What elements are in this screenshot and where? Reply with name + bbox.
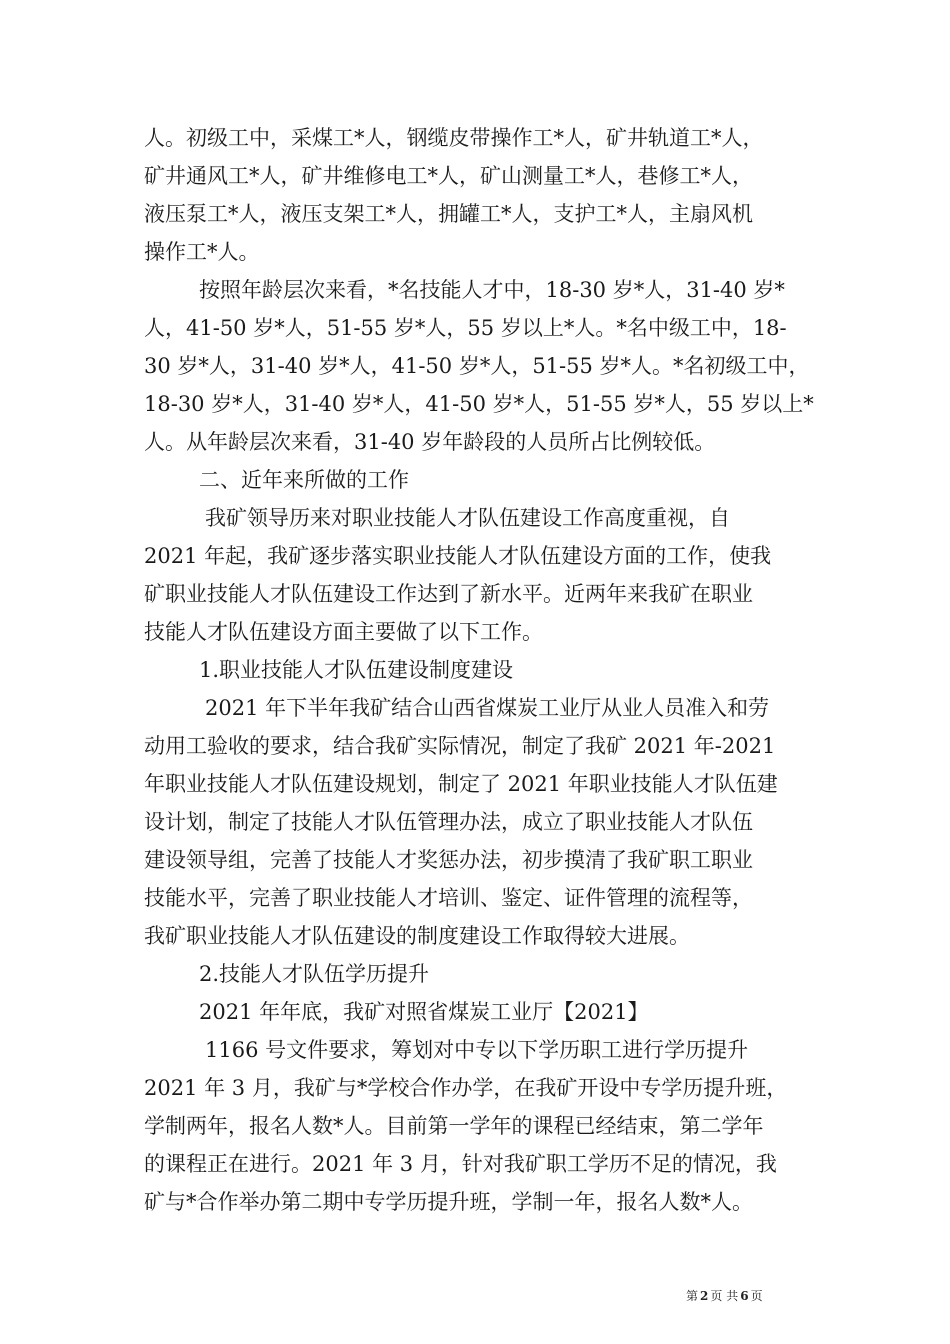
paragraph-line: 2021 年起，我矿逐步落实职业技能人才队伍建设方面的工作，使我: [144, 544, 772, 568]
paragraph-line: 技能人才队伍建设方面主要做了以下工作。: [144, 620, 543, 644]
page-total-number: 6: [740, 1289, 749, 1303]
paragraph-line: 液压泵工*人，液压支架工*人，拥罐工*人，支护工*人，主扇风机: [144, 202, 753, 226]
paragraph-line: 建设领导组，完善了技能人才奖惩办法，初步摸清了我矿职工职业: [144, 848, 753, 872]
page-suffix: 页: [750, 1289, 763, 1303]
paragraph-line: 操作工*人。: [144, 240, 260, 264]
page-current-number: 2: [700, 1289, 709, 1303]
paragraph-line: 1166 号文件要求，筹划对中专以下学历职工进行学历提升: [205, 1038, 749, 1062]
paragraph-line: 2021 年下半年我矿结合山西省煤炭工业厅从业人员准入和劳: [205, 696, 770, 720]
paragraph-line: 人，41-50 岁*人，51-55 岁*人，55 岁以上*人。*名中级工中，18-: [144, 316, 787, 340]
paragraph-line: 学制两年，报名人数*人。目前第一学年的课程已经结束，第二学年: [144, 1114, 764, 1138]
paragraph-line: 设计划，制定了技能人才队伍管理办法，成立了职业技能人才队伍: [144, 810, 753, 834]
paragraph-line: 年职业技能人才队伍建设规划，制定了 2021 年职业技能人才队伍建: [144, 772, 778, 796]
page-prefix: 第: [686, 1289, 699, 1303]
paragraph-line: 我矿职业技能人才队伍建设的制度建设工作取得较大进展。: [144, 924, 690, 948]
paragraph-line: 技能水平，完善了职业技能人才培训、鉴定、证件管理的流程等，: [144, 886, 753, 910]
paragraph-line: 动用工验收的要求，结合我矿实际情况，制定了我矿 2021 年-2021: [144, 734, 776, 758]
paragraph-line: 人。从年龄层次来看，31-40 岁年龄段的人员所占比例较低。: [144, 430, 716, 454]
paragraph-line: 2021 年年底，我矿对照省煤炭工业厅【2021】: [199, 1000, 649, 1024]
paragraph-line: 的课程正在进行。2021 年 3 月，针对我矿职工学历不足的情况，我: [144, 1152, 777, 1176]
subsection-heading: 2.技能人才队伍学历提升: [199, 962, 430, 986]
page-footer: [686, 1287, 763, 1304]
paragraph-line: 按照年龄层次来看，*名技能人才中，18-30 岁*人，31-40 岁*: [199, 278, 785, 302]
paragraph-line: 30 岁*人，31-40 岁*人，41-50 岁*人，51-55 岁*人。*名初级工中，: [144, 354, 810, 378]
section-heading: 二、近年来所做的工作: [199, 468, 409, 492]
paragraph-line: 2021 年 3 月，我矿与*学校合作办学，在我矿开设中专学历提升班，: [144, 1076, 788, 1100]
paragraph-line: 矿职业技能人才队伍建设工作达到了新水平。近两年来我矿在职业: [144, 582, 753, 606]
paragraph-line: 矿与*合作举办第二期中专学历提升班，学制一年，报名人数*人。: [144, 1190, 753, 1214]
paragraph-line: 人。初级工中，采煤工*人，钢缆皮带操作工*人，矿井轨道工*人，: [144, 126, 764, 150]
subsection-heading: 1.职业技能人才队伍建设制度建设: [199, 658, 514, 682]
page-middle-text: 页 共: [710, 1289, 739, 1303]
paragraph-line: 矿井通风工*人，矿井维修电工*人，矿山测量工*人，巷修工*人，: [144, 164, 753, 188]
paragraph-line: 18-30 岁*人，31-40 岁*人，41-50 岁*人，51-55 岁*人，55 岁以上*: [144, 392, 814, 416]
paragraph-line: 我矿领导历来对职业技能人才队伍建设工作高度重视，自: [205, 506, 730, 530]
